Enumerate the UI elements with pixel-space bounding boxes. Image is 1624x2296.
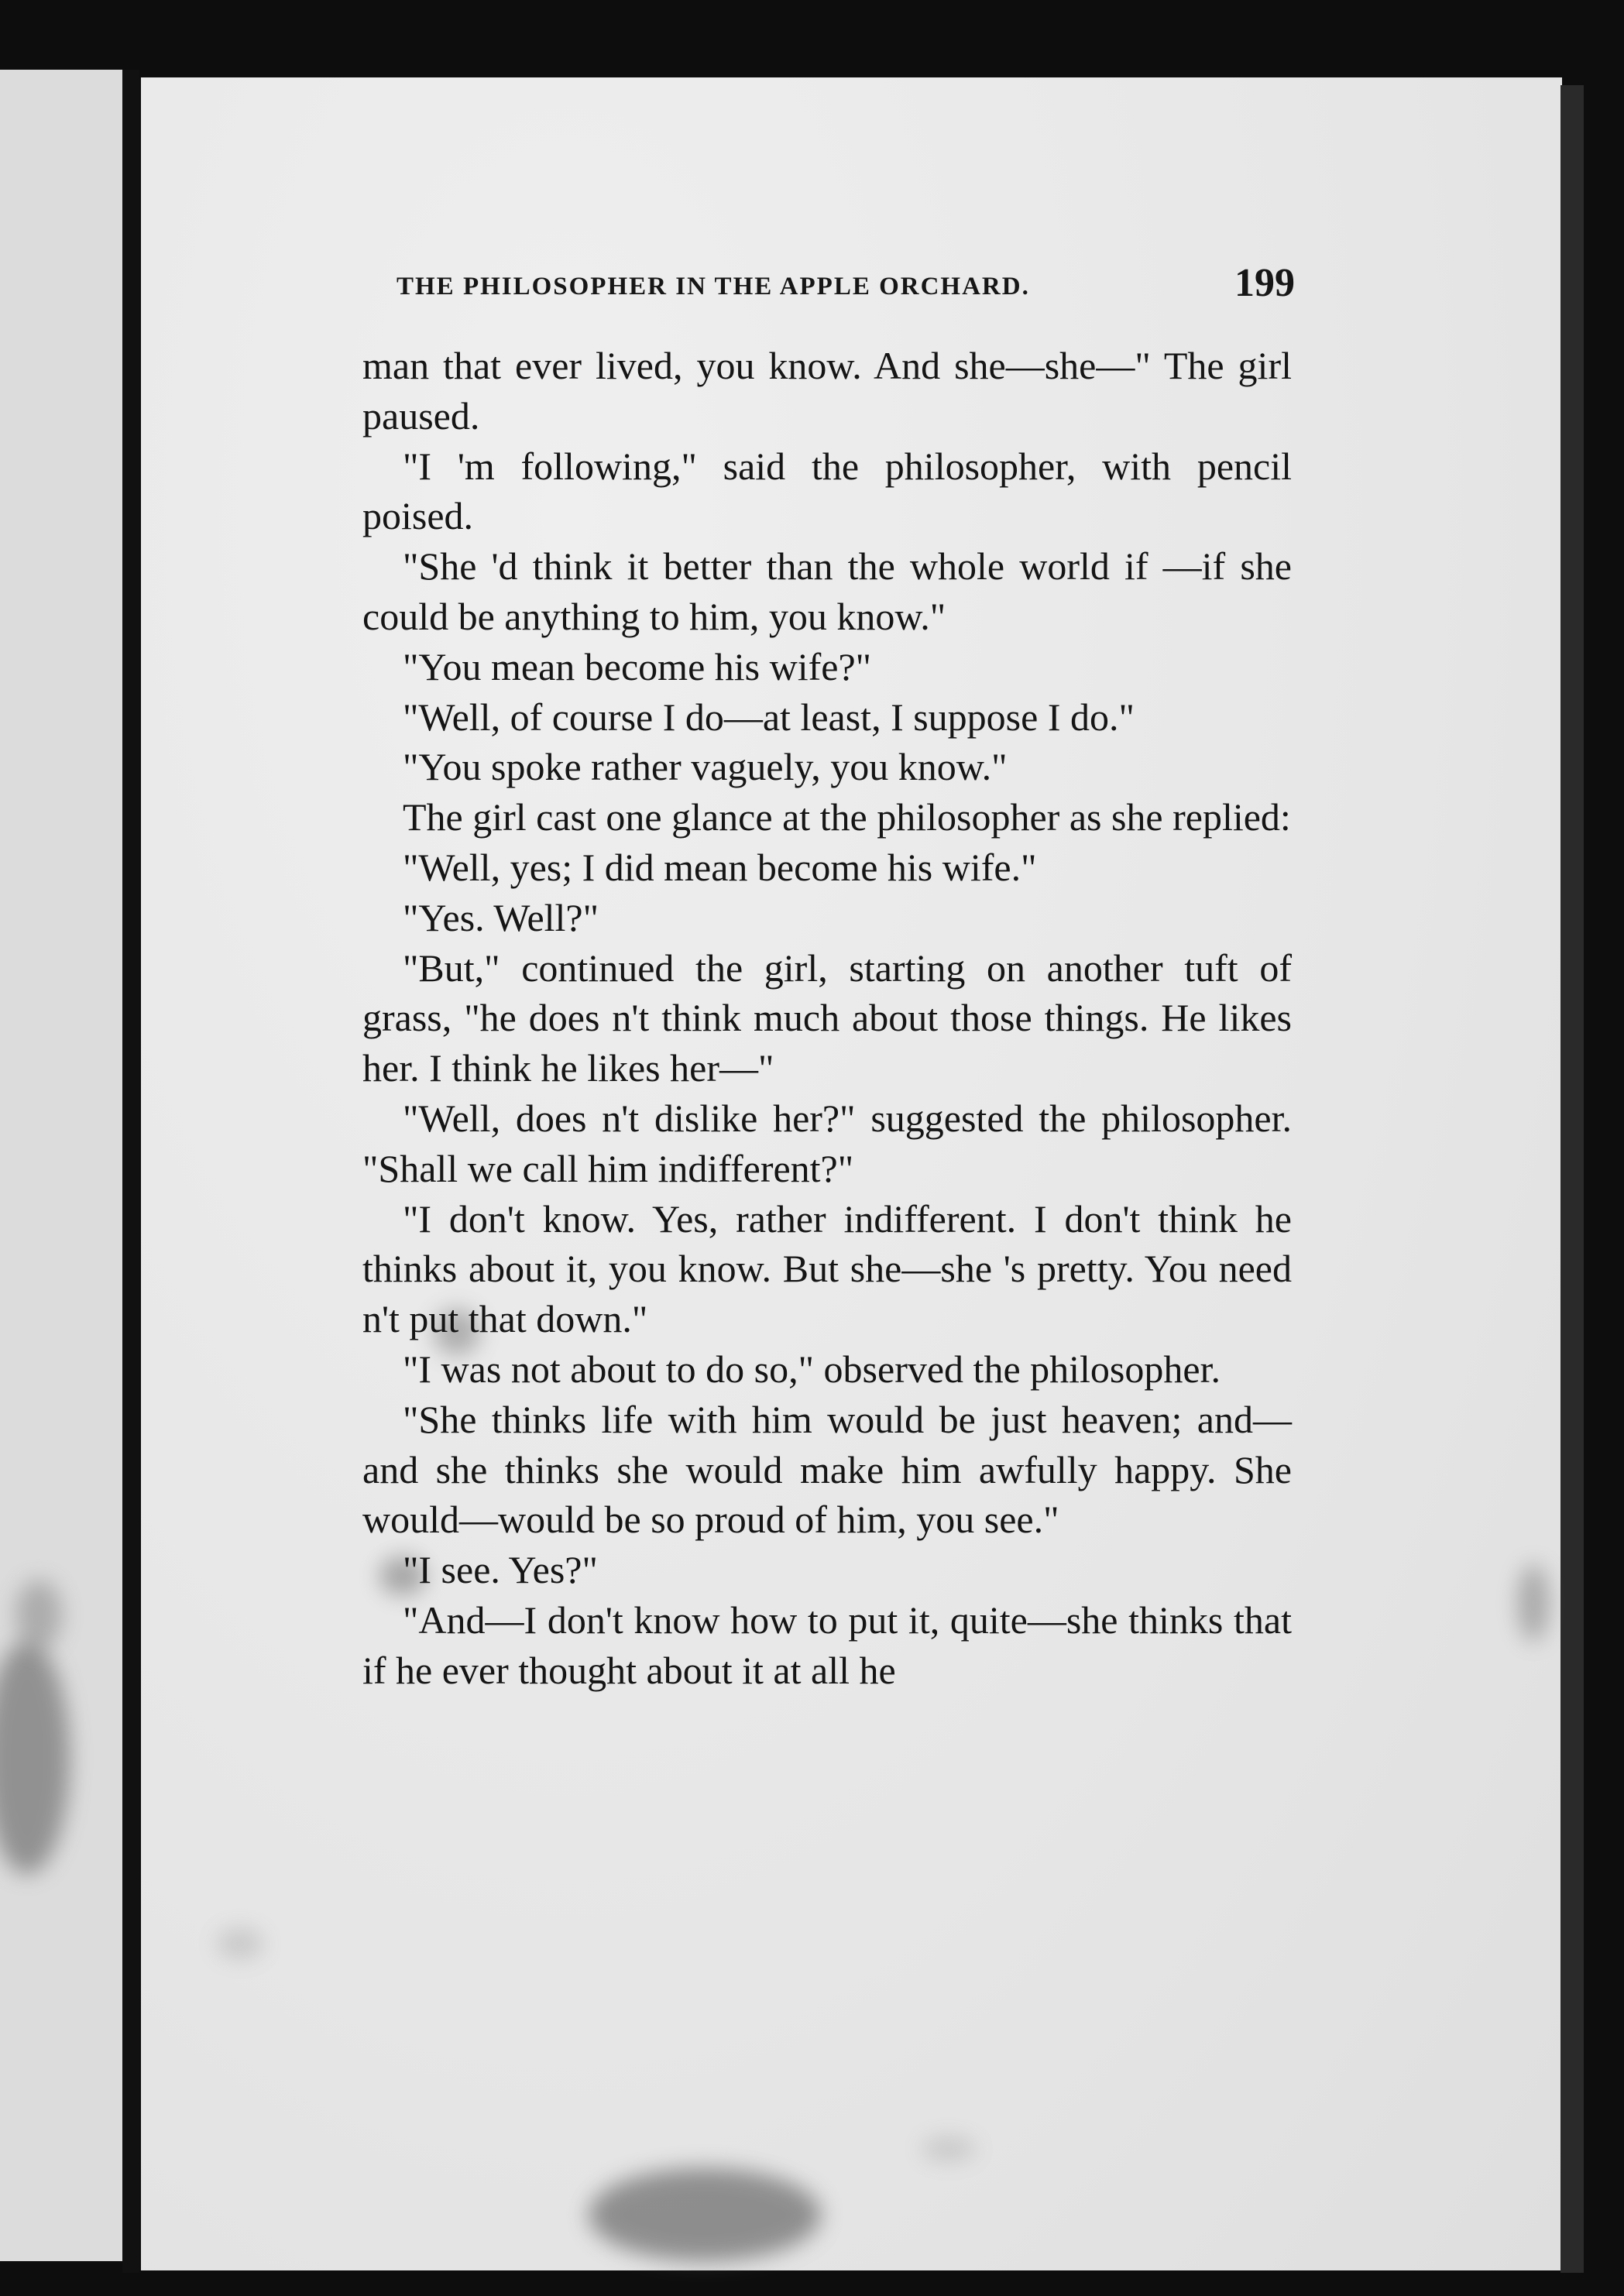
paragraph: "You spoke rather vaguely, you know." (403, 745, 1008, 789)
paragraph: The girl cast one glance at the philosopher as she replied: (403, 795, 1291, 839)
paragraph: "Well, does n't dislike her?" suggested the philosopher. "Shall we call him indifferent?" (362, 1096, 1292, 1190)
body-text (362, 341, 1292, 1696)
ink-smudge (1518, 1564, 1549, 1642)
paragraph: "I 'm following," said the philosopher, with pencil poised. (362, 444, 1292, 538)
running-header (397, 260, 1295, 322)
ink-smudge (217, 1928, 263, 1959)
book-gutter (122, 70, 139, 2273)
running-title: THE PHILOSOPHER IN THE APPLE ORCHARD. (397, 273, 1030, 300)
paragraph: "But," continued the girl, starting on another tuft of grass, "he does n't think much about those things. He likes her. I think he likes her—" (362, 946, 1292, 1090)
ink-smudge (15, 1580, 62, 1649)
paragraph: "Yes. Well?" (403, 895, 599, 939)
left-page-edge (0, 70, 130, 2261)
paragraph: "I see. Yes?" (403, 1548, 598, 1592)
paragraph: "You mean become his wife?" (403, 644, 872, 688)
paragraph: "Well, yes; I did mean become his wife." (403, 845, 1037, 889)
paragraph: man that ever lived, you know. And she—she—" The girl paused. (362, 344, 1292, 438)
ink-smudge (589, 2168, 821, 2261)
paragraph: "I don't know. Yes, rather indifferent. I don't think he thinks about it, you know. But she—she 's pretty. You need n't put that down." (362, 1196, 1292, 1341)
paragraph: "She thinks life with him would be just heaven; and—and she thinks she would make him awfully happy. She would—would be so proud of him, you see." (362, 1397, 1292, 1542)
page-number: 199 (1234, 261, 1295, 305)
paragraph: "She 'd think it better than the whole world if —if she could be anything to him, you know." (362, 544, 1292, 638)
paragraph: "Well, of course I do—at least, I suppose I do." (403, 695, 1135, 739)
paragraph: "I was not about to do so," observed the philosopher. (403, 1347, 1221, 1391)
right-page-edge (1560, 85, 1584, 2273)
paragraph: "And—I don't know how to put it, quite—she thinks that if he ever thought about it at all he (362, 1598, 1292, 1692)
ink-smudge (922, 2137, 976, 2160)
